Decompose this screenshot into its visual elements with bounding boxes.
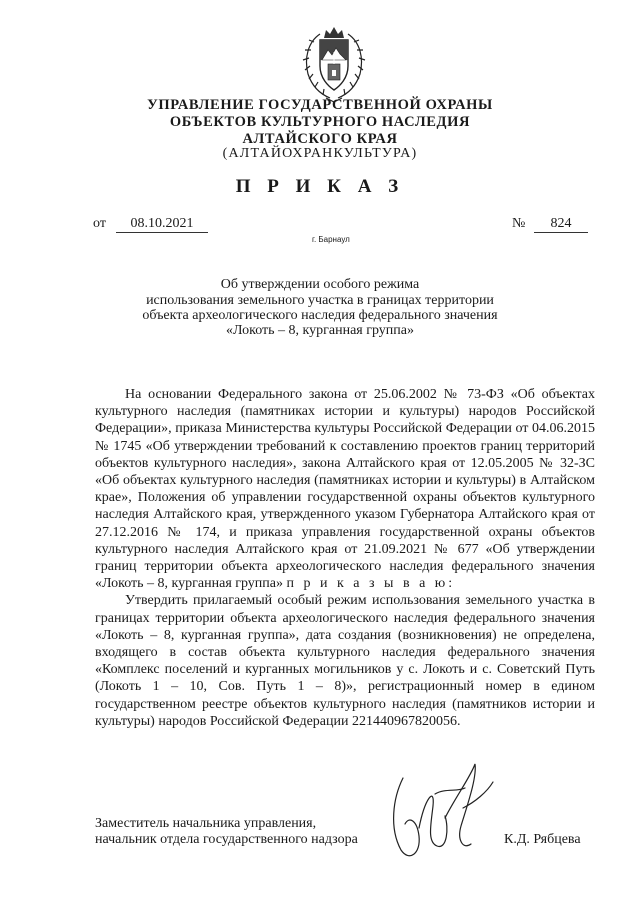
org-short-name: (АЛТАЙОХРАНКУЛЬТУРА) bbox=[222, 146, 418, 161]
signatory-position-line2: начальник отдела государственного надзора bbox=[95, 832, 358, 847]
org-name-line1: УПРАВЛЕНИЕ ГОСУДАРСТВЕННОЙ ОХРАНЫ bbox=[147, 97, 493, 113]
org-name-line3: АЛТАЙСКОГО КРАЯ bbox=[242, 131, 398, 147]
document-type-title: П Р И К А З bbox=[235, 176, 405, 197]
coat-of-arms-icon bbox=[300, 22, 368, 106]
document-date: 08.10.2021 bbox=[116, 216, 208, 233]
preamble-text: На основании Федерального закона от 25.06.2002 № 73-ФЗ «Об объектах культурного наследия (памятниках истории и культуры) народов Российской Федерации», приказа Министерства культуры Российской Федерации от 04.06.2015 № 1745 «Об утверждении требований к составлению проектов границ территорий объектов культурного наследия», закона Алтайского края от 12.05.2005 № 32-ЗС «Об объектах культурного наследия (памятниках истории и культуры) в Алтайском крае», Положения об управлении государственной охраны объектов культурного наследия Алтайского края, утвержденного указом Губернатора Алтайского края от 27.12.2016 № 174, и приказа управления государственной охраны объектов культурного наследия Алтайского края от 21.09.2021 № 677 «Об утверждении границ территории объекта археологического наследия федерального значения «Локоть – 8, курганная группа» bbox=[95, 387, 595, 592]
subject-line1: Об утверждении особого режима bbox=[220, 277, 420, 292]
subject-line4: «Локоть – 8, курганная группа» bbox=[225, 323, 414, 338]
number-prefix: № bbox=[512, 216, 526, 231]
subject-line2: использования земельного участка в границах территории bbox=[146, 293, 494, 308]
signatory-name: К.Д. Рябцева bbox=[504, 832, 581, 847]
document-number: 824 bbox=[534, 216, 588, 233]
order-keyword: п р и к а з ы в а ю: bbox=[286, 576, 456, 592]
order-body bbox=[95, 386, 595, 730]
subject-line3: объекта археологического наследия федерального значения bbox=[142, 308, 498, 323]
preamble-paragraph bbox=[95, 386, 595, 592]
city: г. Барнаул bbox=[312, 235, 350, 244]
org-name-line2: ОБЪЕКТОВ КУЛЬТУРНОГО НАСЛЕДИЯ bbox=[169, 114, 471, 130]
date-prefix: от bbox=[93, 216, 106, 231]
handwritten-signature-icon bbox=[375, 758, 505, 868]
order-paragraph: Утвердить прилагаемый особый режим использования земельного участка в границах территории объекта археологического наследия федерального значения «Локоть – 8, курганная группа», дата создания (возникновения) не определена, входящего в состав объекта культурного наследия федерального значения «Комплекс поселений и курганных могильников у с. Локоть и с. Советский Путь (Локоть 1 – 10, Сов. Путь 1 – 8)», регистрационный номер в едином государственном реестре объектов культурного наследия (памятников истории и культуры) народов Российской Федерации 221440967820056. bbox=[95, 593, 595, 729]
signatory-position-line1: Заместитель начальника управления, bbox=[95, 816, 317, 831]
